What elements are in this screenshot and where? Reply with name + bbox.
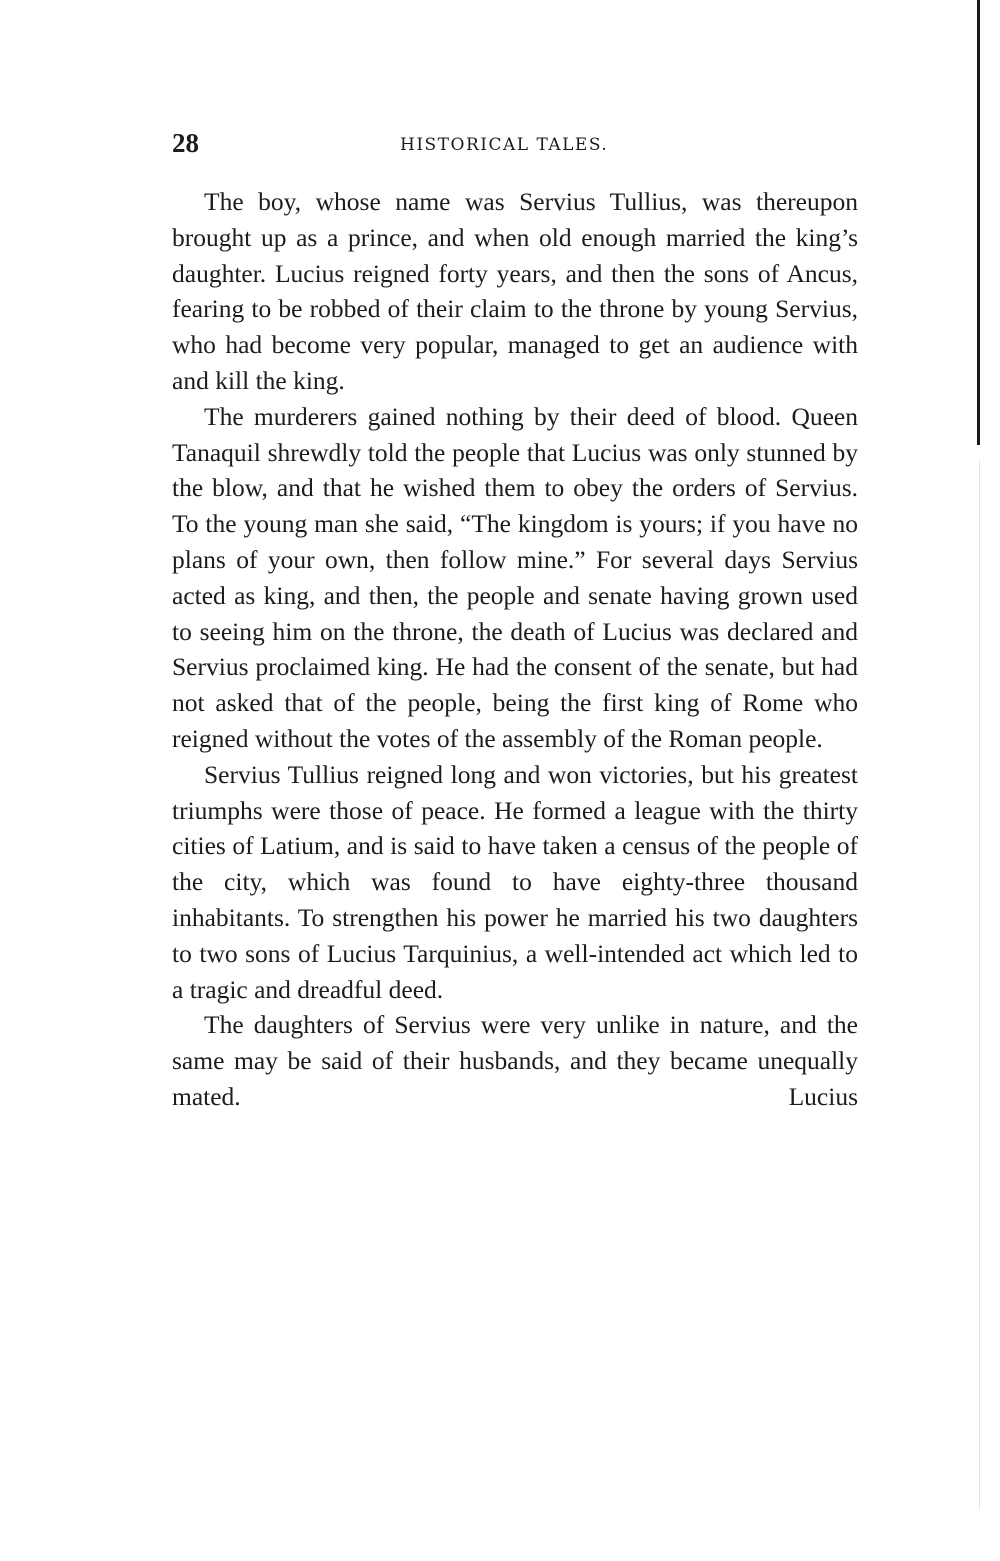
page-edge-shadow — [979, 460, 980, 1510]
page-edge-line — [977, 0, 980, 445]
page-number: 28 — [172, 128, 199, 158]
paragraph: The boy, whose name was Servius Tullius, was thereupon brought up as a prince, and when old enough married the king’s daughter. Lucius reigned forty years, and then the sons of Ancus, fearing to be robbed of their claim to the throne by young Servius, who had become very popular, managed to get an audience with and kill the king. — [172, 187, 858, 395]
running-header — [172, 128, 860, 162]
paragraph: Servius Tullius reigned long and won victories, but his greatest triumphs were those of peace. He formed a league with the thirty cities of Latium, and is said to have taken a census of the people of the city, which was found to have eighty-three thousand inhabitants. To strengthen his power he married his two daughters to two sons of Lucius Tarquinius, a well-intended act which led to a tragic and dreadful deed. — [172, 759, 858, 1004]
body-text — [172, 184, 858, 1115]
running-title: HISTORICAL TALES. — [400, 135, 609, 155]
paragraph: The daughters of Servius were very unlike in nature, and the same may be said of their husbands, and they became unequally mated. Lucius — [172, 1010, 858, 1111]
paragraph: The murderers gained nothing by their deed of blood. Queen Tanaquil shrewdly told the people that Lucius was only stunned by the blow, and that he wished them to obey the orders of Servius. To the young man she said, “The kingdom is yours; if you have no plans of your own, then follow mine.” For several days Servius acted as king, and then, the people and senate having grown used to seeing him on the throne, the death of Lucius was declared and Servius proclaimed king. He had the consent of the senate, but had not asked that of the people, being the first king of Rome who reigned without the votes of the assembly of the Roman people. — [172, 401, 858, 753]
